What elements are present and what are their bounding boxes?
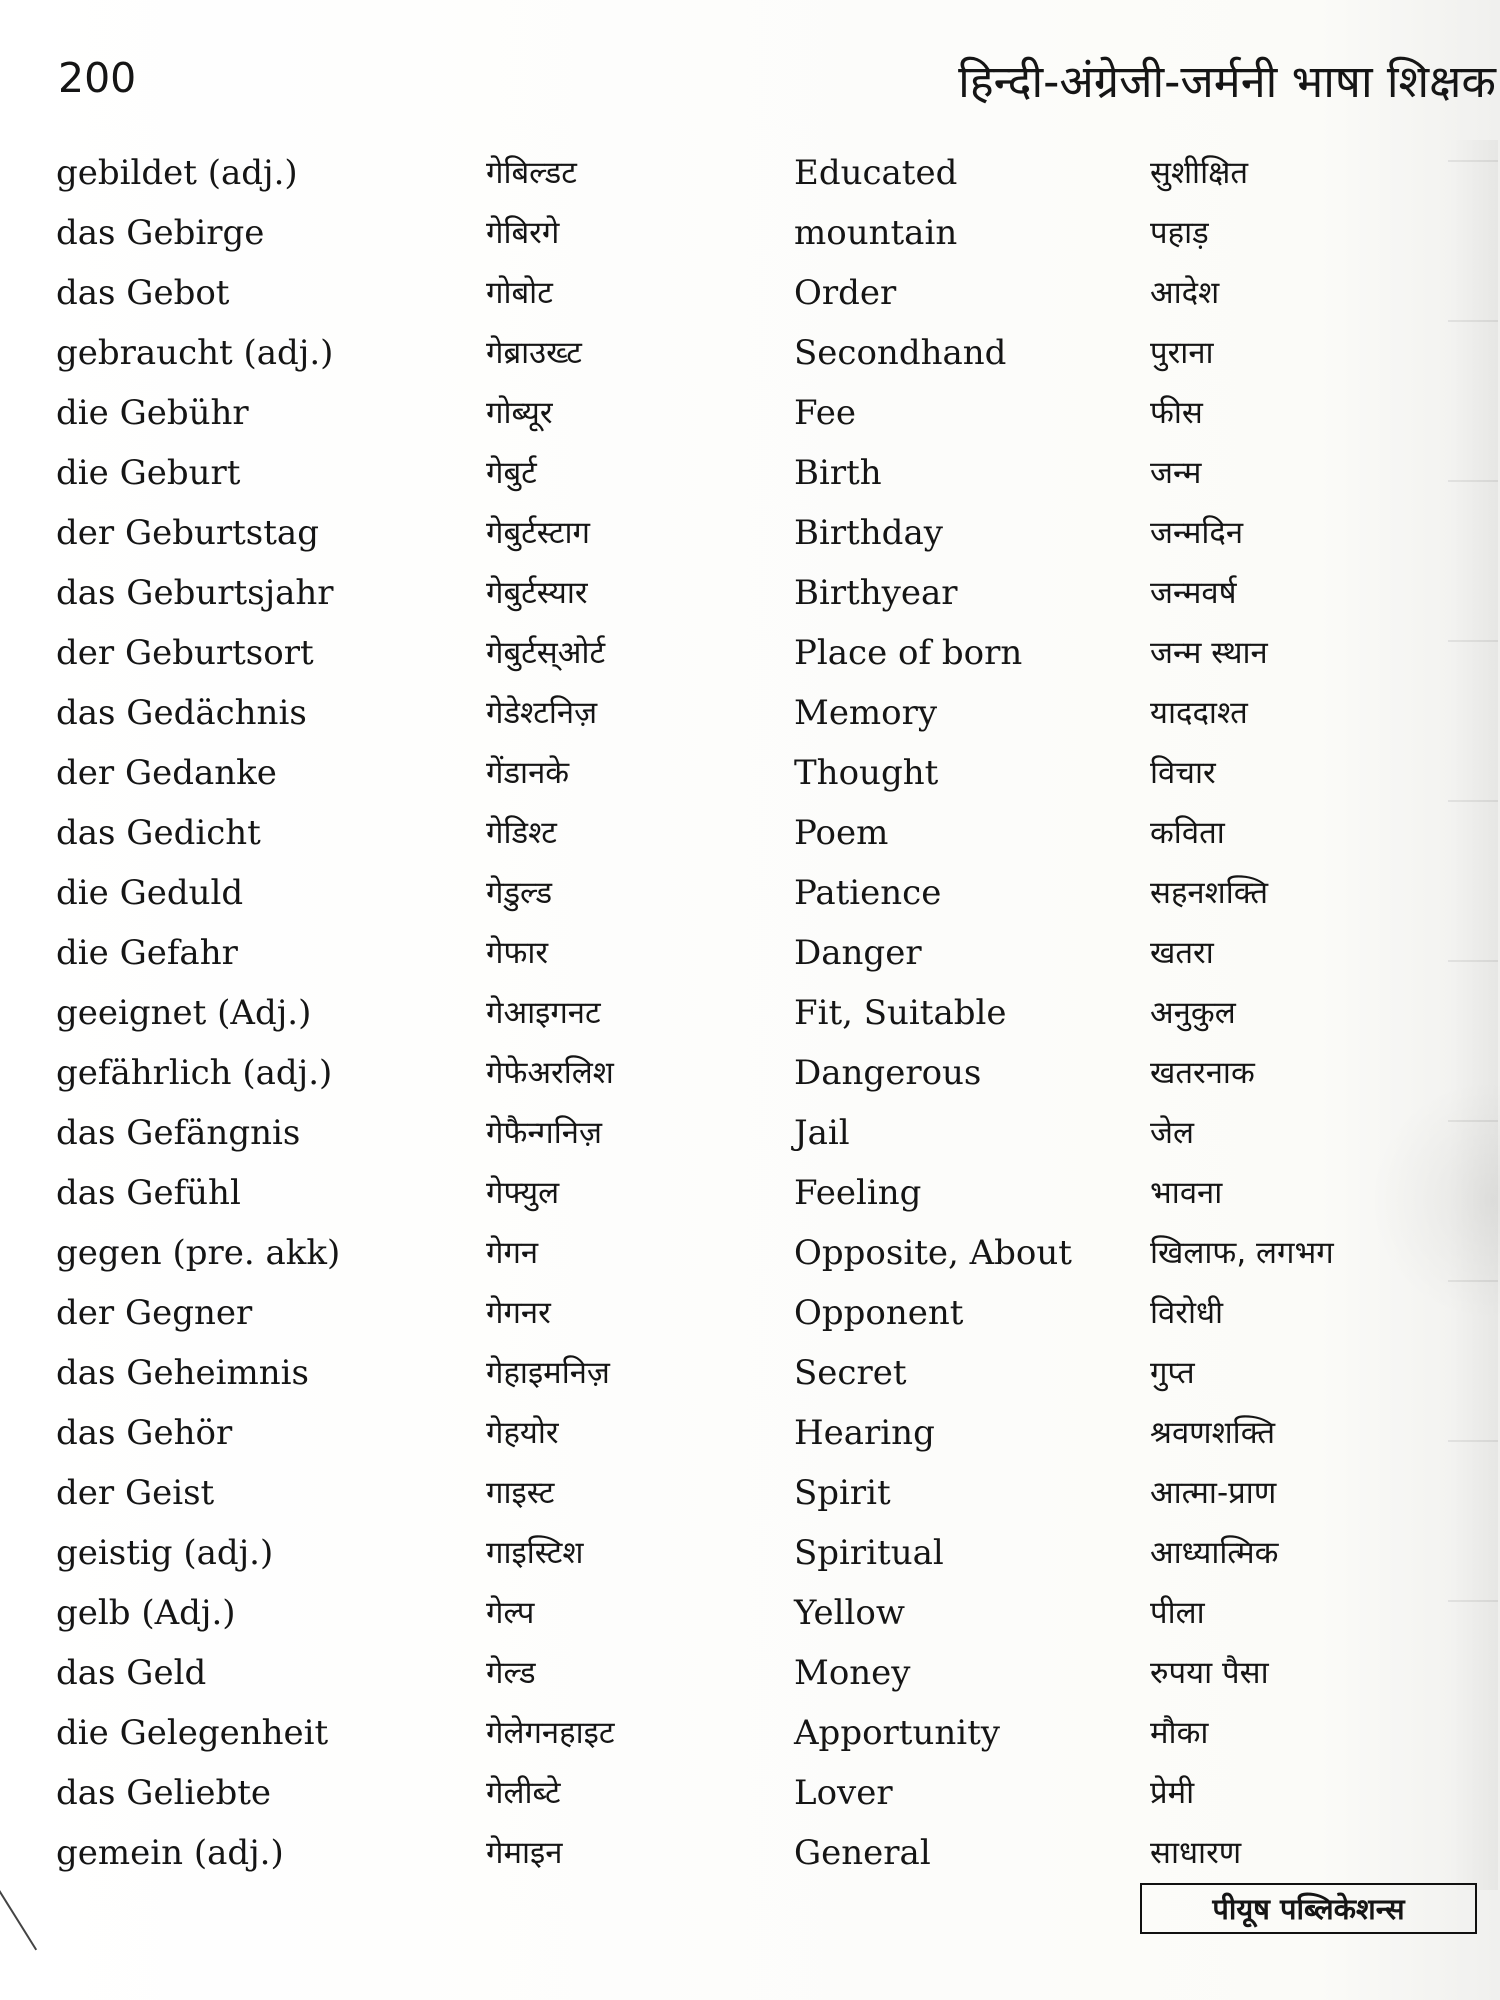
vocabulary-row <box>0 863 1500 923</box>
bleed-through-mark <box>1448 320 1498 322</box>
hindi-pronunciation: गेबुर्टस्ओर्ट <box>486 635 606 671</box>
german-word: das Gedicht <box>56 813 261 853</box>
english-meaning: Opposite, About <box>794 1233 1072 1273</box>
hindi-pronunciation: गेंडानके <box>486 755 570 791</box>
hindi-pronunciation: गेडुल्ड <box>486 875 553 911</box>
page-title: हिन्दी-अंग्रेजी-जर्मनी भाषा शिक्षक <box>958 55 1496 108</box>
hindi-meaning: अनुकुल <box>1150 995 1236 1031</box>
page-number: 200 <box>58 54 137 102</box>
german-word: gebraucht (adj.) <box>56 333 334 373</box>
hindi-meaning: सुशीक्षित <box>1150 155 1248 191</box>
english-meaning: Patience <box>794 873 942 913</box>
german-word: die Geburt <box>56 453 241 493</box>
hindi-pronunciation: गेब्राउख्ट <box>486 335 582 371</box>
hindi-meaning: कविता <box>1150 815 1225 851</box>
hindi-meaning: आदेश <box>1150 275 1220 311</box>
english-meaning: Yellow <box>794 1593 905 1633</box>
hindi-meaning: विचार <box>1150 755 1216 791</box>
german-word: die Geduld <box>56 873 244 913</box>
english-meaning: Secondhand <box>794 333 1007 373</box>
hindi-meaning: जन्म <box>1150 455 1202 491</box>
vocabulary-row <box>0 1763 1500 1823</box>
vocabulary-row <box>0 263 1500 323</box>
vocabulary-row <box>0 1643 1500 1703</box>
hindi-meaning: जन्मदिन <box>1150 515 1244 551</box>
vocabulary-row <box>0 623 1500 683</box>
hindi-meaning: पुराना <box>1150 335 1214 371</box>
english-meaning: Poem <box>794 813 889 853</box>
bleed-through-mark <box>1448 1120 1498 1122</box>
english-meaning: Spiritual <box>794 1533 944 1573</box>
hindi-pronunciation: गेल्ड <box>486 1655 536 1691</box>
english-meaning: Secret <box>794 1353 907 1393</box>
hindi-meaning: विरोधी <box>1150 1295 1224 1331</box>
german-word: gelb (Adj.) <box>56 1593 236 1633</box>
english-meaning: Spirit <box>794 1473 891 1513</box>
german-word: gemein (adj.) <box>56 1833 284 1873</box>
hindi-pronunciation: गेबिरगे <box>486 215 560 251</box>
hindi-meaning: मौका <box>1150 1715 1209 1751</box>
vocabulary-row <box>0 1823 1500 1883</box>
german-word: der Geburtstag <box>56 513 319 553</box>
bleed-through-mark <box>1448 1600 1498 1602</box>
german-word: das Gebirge <box>56 213 265 253</box>
hindi-pronunciation: गोब्यूर <box>486 395 553 431</box>
german-word: das Geliebte <box>56 1773 271 1813</box>
hindi-pronunciation: गेहयोर <box>486 1415 559 1451</box>
german-word: das Gebot <box>56 273 230 313</box>
english-meaning: Place of born <box>794 633 1023 673</box>
vocabulary-row <box>0 1283 1500 1343</box>
german-word: gegen (pre. akk) <box>56 1233 341 1273</box>
english-meaning: Danger <box>794 933 922 973</box>
english-meaning: Birthyear <box>794 573 958 613</box>
hindi-meaning: फीस <box>1150 395 1203 431</box>
bleed-through-mark <box>1448 800 1498 802</box>
page-corner-mark <box>0 1890 37 1950</box>
hindi-meaning: याददाश्त <box>1150 695 1248 731</box>
hindi-pronunciation: गेलेगनहाइट <box>486 1715 615 1751</box>
hindi-pronunciation: गाइस्ट <box>486 1475 555 1511</box>
hindi-meaning: जेल <box>1150 1115 1195 1151</box>
vocabulary-row <box>0 983 1500 1043</box>
german-word: der Gedanke <box>56 753 277 793</box>
english-meaning: Memory <box>794 693 938 733</box>
hindi-meaning: पहाड़ <box>1150 215 1209 251</box>
hindi-meaning: पीला <box>1150 1595 1205 1631</box>
german-word: geeignet (Adj.) <box>56 993 312 1033</box>
hindi-meaning: जन्म स्थान <box>1150 635 1268 671</box>
german-word: gebildet (adj.) <box>56 153 298 193</box>
vocabulary-row <box>0 1583 1500 1643</box>
hindi-meaning: प्रेमी <box>1150 1775 1195 1811</box>
german-word: die Gelegenheit <box>56 1713 329 1753</box>
hindi-meaning: साधारण <box>1150 1835 1242 1871</box>
vocabulary-row <box>0 1463 1500 1523</box>
english-meaning: Jail <box>794 1113 850 1153</box>
english-meaning: Feeling <box>794 1173 922 1213</box>
vocabulary-row <box>0 1223 1500 1283</box>
hindi-pronunciation: गाइस्टिश <box>486 1535 584 1571</box>
hindi-pronunciation: गेडेश्टनिज़ <box>486 695 598 731</box>
english-meaning: Dangerous <box>794 1053 982 1093</box>
english-meaning: Lover <box>794 1773 893 1813</box>
hindi-meaning: आत्मा-प्राण <box>1150 1475 1277 1511</box>
bleed-through-mark <box>1448 480 1498 482</box>
hindi-pronunciation: गेडिश्ट <box>486 815 557 851</box>
bleed-through-mark <box>1448 1280 1498 1282</box>
hindi-pronunciation: गेबुर्ट <box>486 455 537 491</box>
english-meaning: Apportunity <box>794 1713 1001 1753</box>
vocabulary-row <box>0 143 1500 203</box>
english-meaning: Birthday <box>794 513 943 553</box>
hindi-pronunciation: गेबुर्टस्यार <box>486 575 588 611</box>
hindi-pronunciation: गेआइगनट <box>486 995 601 1031</box>
hindi-pronunciation: गेलीब्टे <box>486 1775 561 1811</box>
hindi-meaning: रुपया पैसा <box>1150 1655 1269 1691</box>
german-word: das Gedächnis <box>56 693 307 733</box>
english-meaning: Fit, Suitable <box>794 993 1007 1033</box>
german-word: die Gefahr <box>56 933 238 973</box>
german-word: das Geheimnis <box>56 1353 309 1393</box>
vocabulary-row <box>0 203 1500 263</box>
hindi-meaning: जन्मवर्ष <box>1150 575 1237 611</box>
german-word: das Geburtsjahr <box>56 573 334 613</box>
vocabulary-row <box>0 1343 1500 1403</box>
hindi-pronunciation: गेफ्युल <box>486 1175 560 1211</box>
vocabulary-row <box>0 323 1500 383</box>
english-meaning: Order <box>794 273 897 313</box>
english-meaning: Thought <box>794 753 939 793</box>
german-word: der Geist <box>56 1473 215 1513</box>
vocabulary-row <box>0 1523 1500 1583</box>
vocabulary-row <box>0 1043 1500 1103</box>
hindi-pronunciation: गेफेअरलिश <box>486 1055 614 1091</box>
vocabulary-row <box>0 503 1500 563</box>
vocabulary-row <box>0 443 1500 503</box>
german-word: das Gefühl <box>56 1173 241 1213</box>
hindi-pronunciation: गेल्प <box>486 1595 535 1631</box>
german-word: die Gebühr <box>56 393 249 433</box>
bleed-through-margin <box>1448 140 1498 1890</box>
vocabulary-row <box>0 383 1500 443</box>
bleed-through-mark <box>1448 1440 1498 1442</box>
hindi-pronunciation: गेगन <box>486 1235 539 1271</box>
vocabulary-row <box>0 743 1500 803</box>
hindi-pronunciation: गोबोट <box>486 275 553 311</box>
publisher-label: पीयूष पब्लिकेशन्स <box>1140 1883 1477 1934</box>
vocabulary-row <box>0 563 1500 623</box>
vocabulary-row <box>0 683 1500 743</box>
vocabulary-row <box>0 1703 1500 1763</box>
hindi-meaning: खतरा <box>1150 935 1214 971</box>
vocabulary-row <box>0 803 1500 863</box>
german-word: der Geburtsort <box>56 633 314 673</box>
hindi-meaning: भावना <box>1150 1175 1223 1211</box>
vocabulary-row <box>0 1103 1500 1163</box>
german-word: das Gefängnis <box>56 1113 301 1153</box>
hindi-meaning: खिलाफ, लगभग <box>1150 1235 1334 1271</box>
vocabulary-list <box>0 143 1500 1893</box>
hindi-meaning: गुप्त <box>1150 1355 1195 1391</box>
english-meaning: Birth <box>794 453 882 493</box>
english-meaning: Opponent <box>794 1293 964 1333</box>
german-word: geistig (adj.) <box>56 1533 274 1573</box>
vocabulary-row <box>0 1163 1500 1223</box>
hindi-pronunciation: गेफार <box>486 935 549 971</box>
hindi-pronunciation: गेबुर्टस्टाग <box>486 515 590 551</box>
hindi-pronunciation: गेगनर <box>486 1295 551 1331</box>
english-meaning: Educated <box>794 153 958 193</box>
english-meaning: General <box>794 1833 931 1873</box>
german-word: das Geld <box>56 1653 207 1693</box>
hindi-pronunciation: गेफैन्गनिज़ <box>486 1115 602 1151</box>
english-meaning: mountain <box>794 213 958 253</box>
hindi-meaning: श्रवणशक्ति <box>1150 1415 1275 1451</box>
bleed-through-mark <box>1448 960 1498 962</box>
english-meaning: Fee <box>794 393 856 433</box>
german-word: der Gegner <box>56 1293 253 1333</box>
hindi-meaning: आध्यात्मिक <box>1150 1535 1279 1571</box>
bleed-through-mark <box>1448 160 1498 162</box>
hindi-meaning: सहनशक्ति <box>1150 875 1269 911</box>
bleed-through-mark <box>1448 640 1498 642</box>
hindi-pronunciation: गेमाइन <box>486 1835 563 1871</box>
german-word: gefährlich (adj.) <box>56 1053 333 1093</box>
hindi-pronunciation: गेबिल्डट <box>486 155 577 191</box>
english-meaning: Money <box>794 1653 911 1693</box>
german-word: das Gehör <box>56 1413 233 1453</box>
hindi-pronunciation: गेहाइमनिज़ <box>486 1355 610 1391</box>
hindi-meaning: खतरनाक <box>1150 1055 1255 1091</box>
vocabulary-row <box>0 923 1500 983</box>
vocabulary-row <box>0 1403 1500 1463</box>
english-meaning: Hearing <box>794 1413 935 1453</box>
